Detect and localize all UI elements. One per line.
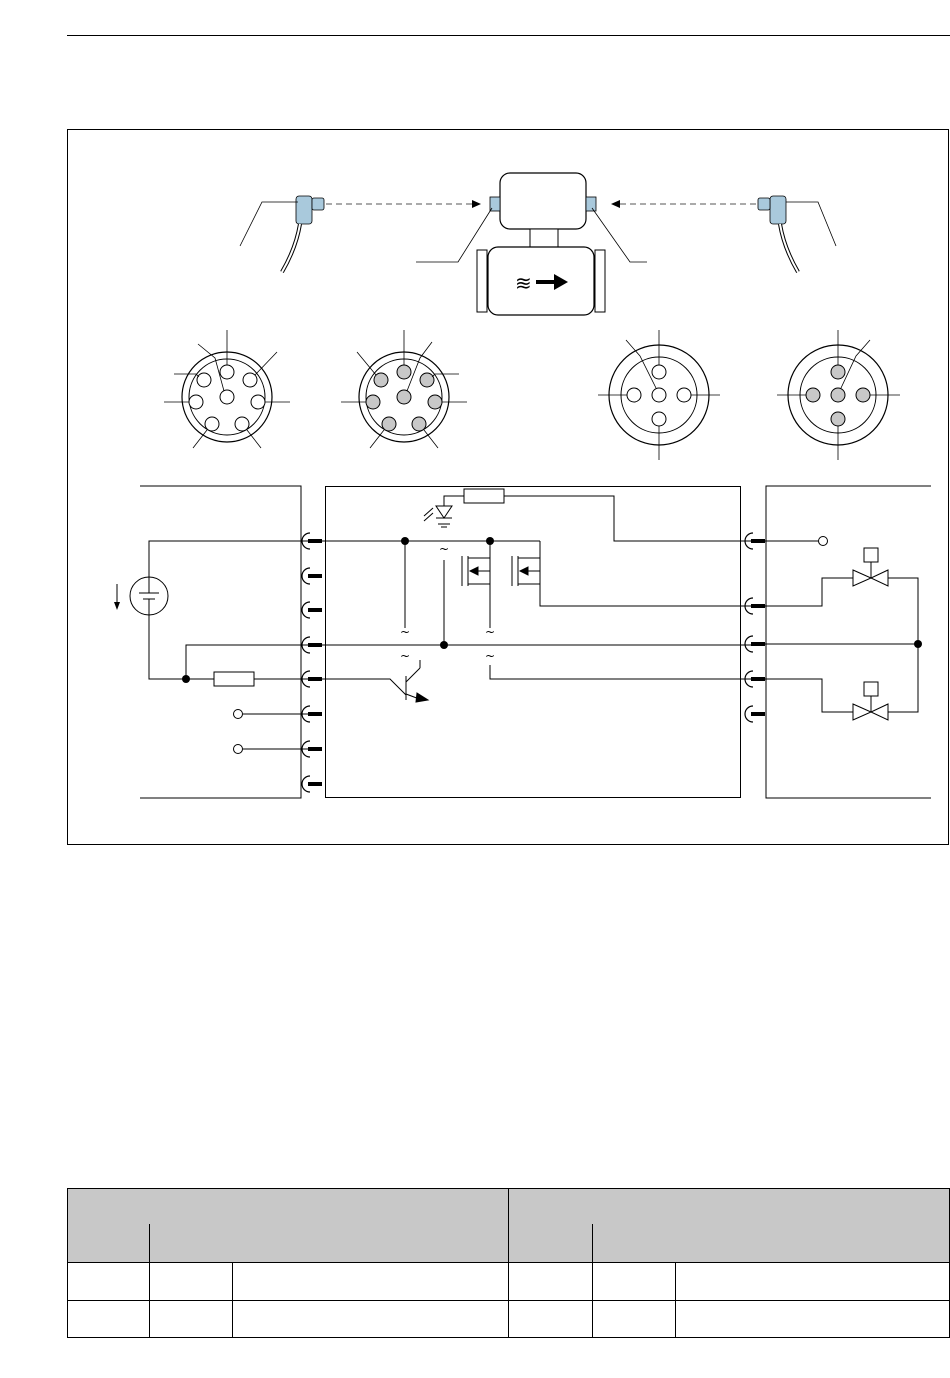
table-header-left — [68, 1189, 509, 1263]
table-row — [68, 1263, 950, 1301]
svg-text:~: ~ — [399, 625, 411, 639]
table-cell-text — [150, 1310, 232, 1328]
mosfet-icon — [462, 556, 490, 586]
table-header-right-text — [509, 1189, 949, 1207]
table-cell — [150, 1263, 233, 1301]
connector-5pin-female — [598, 330, 720, 460]
table-cell-text — [150, 1273, 232, 1291]
led-icon — [424, 500, 452, 527]
table-cell-text — [233, 1310, 508, 1328]
cable-plug-icon — [282, 196, 324, 272]
table-cell — [509, 1301, 593, 1338]
table-cell-text — [509, 1273, 592, 1291]
table-cell-text — [676, 1310, 949, 1328]
table-cell-text — [68, 1273, 149, 1291]
table-cell — [68, 1301, 150, 1338]
table-cell — [509, 1263, 593, 1301]
transistor-icon — [406, 660, 428, 702]
connector-8pin-male — [341, 330, 467, 448]
connector-5pin-male — [777, 330, 900, 460]
table-cell-text — [593, 1310, 675, 1328]
table-header-left-text — [68, 1189, 508, 1207]
cable-plug-icon — [758, 196, 798, 272]
table-cell — [593, 1301, 676, 1338]
table-cell — [233, 1263, 509, 1301]
mosfet-icon — [512, 556, 540, 586]
resistor-icon — [214, 672, 254, 686]
table-cell-text — [676, 1273, 949, 1291]
table-cell-text — [233, 1273, 508, 1291]
flowmeter-icon — [477, 173, 605, 315]
table-cell-text — [593, 1273, 675, 1291]
table-cell — [593, 1263, 676, 1301]
right-terminal-strip — [745, 533, 765, 722]
table-header-right — [509, 1189, 950, 1263]
table-cell-text — [68, 1310, 149, 1328]
table-cell — [676, 1301, 950, 1338]
svg-text:~: ~ — [438, 542, 450, 556]
pin-assignment-table — [67, 1188, 950, 1338]
table-cell — [233, 1301, 509, 1338]
header-divider-right — [592, 1224, 593, 1262]
header-divider-left — [149, 1224, 150, 1262]
solenoid-valve-icon — [853, 548, 888, 586]
table-cell — [68, 1263, 150, 1301]
solenoid-valve-icon — [853, 682, 888, 720]
table-cell — [676, 1263, 950, 1301]
connector-8pin-female — [164, 330, 290, 448]
svg-text:≋: ≋ — [515, 271, 532, 295]
svg-text:~: ~ — [484, 625, 496, 639]
table-cell — [150, 1301, 233, 1338]
resistor-icon — [464, 489, 504, 503]
table-cell-text — [509, 1310, 592, 1328]
dc-supply-icon — [130, 577, 168, 615]
device-connector-right — [586, 197, 596, 211]
table-row — [68, 1301, 950, 1338]
svg-text:~: ~ — [484, 649, 496, 663]
left-terminal-strip — [302, 533, 322, 792]
svg-text:~: ~ — [399, 649, 411, 663]
